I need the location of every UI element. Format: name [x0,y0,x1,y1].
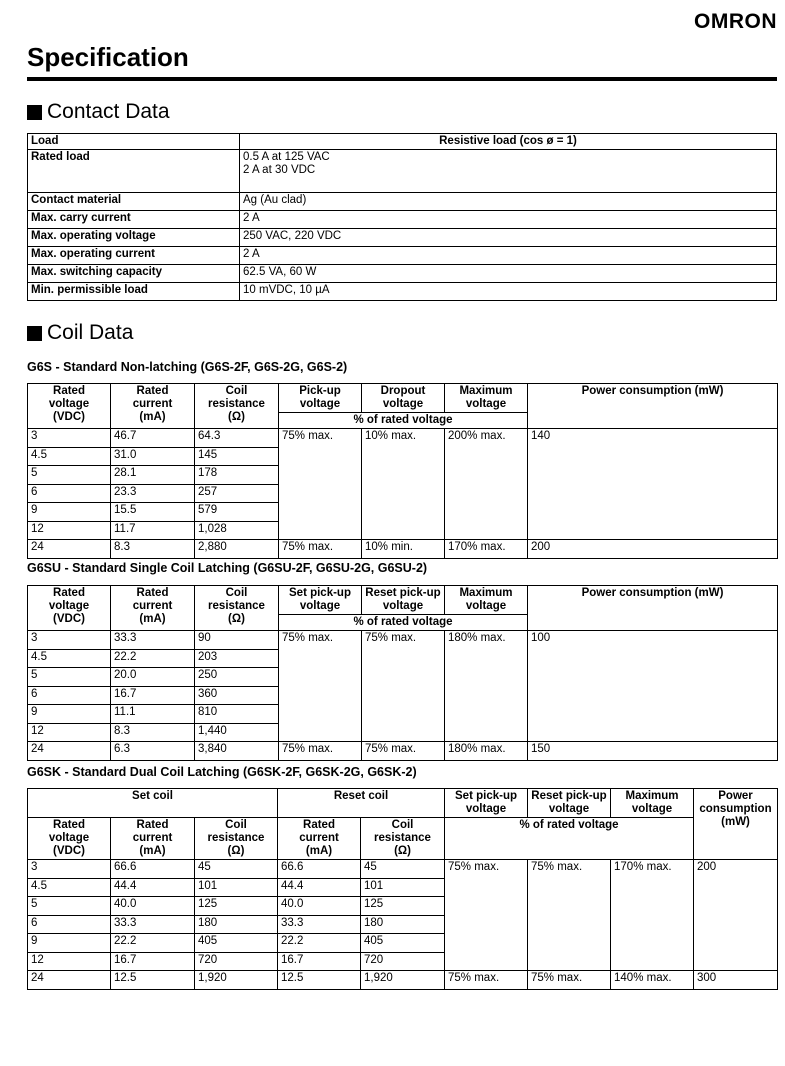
table-cell: 8.3 [111,540,195,559]
table-header-row [28,134,777,150]
column-header: Maximum voltage [611,789,694,818]
merged-cell: 200% max. [445,429,528,540]
table-row [28,265,777,283]
row-value: 62.5 VA, 60 W [240,265,777,283]
merged-cell: 180% max. [445,631,528,742]
table-cell: 180% max. [445,742,528,761]
heading-text: Coil Data [47,321,134,344]
table-cell: 3 [28,631,111,650]
table-cell: 15.5 [111,503,195,522]
table-cell: 405 [195,934,278,953]
column-header: Pick-up voltage [279,384,362,413]
table-cell: 9 [28,934,111,953]
table-row [28,540,778,559]
table-cell: 720 [361,952,445,971]
g6s-title: G6S - Standard Non-latching (G6S-2F, G6S-2G, G6S-2) [27,360,348,374]
column-header: Maximum voltage [445,384,528,413]
table-cell: 125 [361,897,445,916]
table-row [28,429,778,448]
table-cell: 75% max. [279,540,362,559]
table-cell: 10% min. [362,540,445,559]
table-cell: 22.2 [111,649,195,668]
table-cell: 101 [195,878,278,897]
merged-cell: 75% max. [362,631,445,742]
table-cell: 101 [361,878,445,897]
g6sk-title: G6SK - Standard Dual Coil Latching (G6SK-2F, G6SK-2G, G6SK-2) [27,765,417,779]
table-cell: 6 [28,484,111,503]
table-cell: 23.3 [111,484,195,503]
g6s-coil-table [27,383,778,559]
table-cell: 45 [195,860,278,879]
table-cell: 2,880 [195,540,279,559]
table-cell: 579 [195,503,279,522]
table-cell: 16.7 [278,952,361,971]
table-row [28,860,778,879]
table-cell: 11.1 [111,705,195,724]
table-cell: 180 [195,915,278,934]
table-cell: 200 [528,540,778,559]
table-cell: 3,840 [195,742,279,761]
g6su-title: G6SU - Standard Single Coil Latching (G6SU-2F, G6SU-2G, G6SU-2) [27,561,428,575]
table-cell: 4.5 [28,878,111,897]
percent-of-rated-voltage-header: % of rated voltage [279,615,528,631]
table-cell: 3 [28,429,111,448]
table-cell: 24 [28,540,111,559]
table-cell: 8.3 [111,723,195,742]
column-header: Set pick-up voltage [279,586,362,615]
merged-cell: 75% max. [528,860,611,971]
table-row [28,211,777,229]
table-row [28,742,778,761]
table-cell: 20.0 [111,668,195,687]
table-cell: 22.2 [278,934,361,953]
column-header: Reset pick-up voltage [528,789,611,818]
column-header: Power consumption (mW) [528,384,778,429]
g6sk-coil-table [27,788,778,990]
column-subheader: Rated current (mA) [111,818,195,860]
table-row [28,247,777,265]
table-cell: 46.7 [111,429,195,448]
table-cell: 5 [28,668,111,687]
row-label: Rated load [28,150,240,193]
table-cell: 125 [195,897,278,916]
column-subheader: Coil resistance (Ω) [195,818,278,860]
table-cell: 75% max. [362,742,445,761]
table-cell: 5 [28,466,111,485]
column-subheader: Rated current (mA) [278,818,361,860]
table-cell: 40.0 [111,897,195,916]
square-bullet-icon [27,326,42,341]
column-header: Coil resistance (Ω) [195,384,279,429]
merged-cell: 140 [528,429,778,540]
table-cell: 40.0 [278,897,361,916]
table-cell: 1,920 [361,971,445,990]
column-header: Power consumption (mW) [528,586,778,631]
table-row [28,193,777,211]
table-cell: 12 [28,723,111,742]
column-subheader: Coil resistance (Ω) [361,818,445,860]
merged-cell: 75% max. [445,860,528,971]
table-cell: 140% max. [611,971,694,990]
table-row [28,631,778,650]
header-load: Load [28,134,240,150]
table-cell: 360 [195,686,279,705]
column-header: Set pick-up voltage [445,789,528,818]
column-header: Maximum voltage [445,586,528,615]
table-cell: 44.4 [111,878,195,897]
table-cell: 24 [28,971,111,990]
reset-coil-header: Reset coil [278,789,445,818]
page-title: Specification [27,42,189,72]
table-cell: 75% max. [279,742,362,761]
row-label: Max. operating current [28,247,240,265]
row-label: Contact material [28,193,240,211]
square-bullet-icon [27,105,42,120]
column-subheader: Rated voltage (VDC) [28,818,111,860]
table-cell: 31.0 [111,447,195,466]
table-cell: 75% max. [445,971,528,990]
merged-cell: 200 [694,860,778,971]
heading-text: Contact Data [47,100,170,123]
table-cell: 405 [361,934,445,953]
row-value: 2 A [240,247,777,265]
table-cell: 22.2 [111,934,195,953]
table-row [28,150,777,193]
row-value: Ag (Au clad) [240,193,777,211]
table-cell: 9 [28,705,111,724]
row-label: Min. permissible load [28,283,240,301]
table-cell: 9 [28,503,111,522]
percent-of-rated-voltage-header: % of rated voltage [445,818,694,860]
table-cell: 4.5 [28,447,111,466]
row-value: 250 VAC, 220 VDC [240,229,777,247]
contact-data-heading [27,100,170,124]
table-cell: 66.6 [278,860,361,879]
merged-cell: 75% max. [279,631,362,742]
table-row [28,818,778,860]
row-label: Max. switching capacity [28,265,240,283]
column-header: Rated current (mA) [111,384,195,429]
merged-cell: 170% max. [611,860,694,971]
table-cell: 720 [195,952,278,971]
header-resistive-load: Resistive load (cos ø = 1) [240,134,777,150]
percent-of-rated-voltage-header: % of rated voltage [279,413,528,429]
table-cell: 12 [28,521,111,540]
title-rule [27,77,777,81]
table-cell: 16.7 [111,686,195,705]
table-cell: 300 [694,971,778,990]
table-row [28,384,778,413]
table-cell: 12.5 [111,971,195,990]
table-cell: 1,028 [195,521,279,540]
column-header: Rated voltage (VDC) [28,384,111,429]
set-coil-header: Set coil [28,789,278,818]
table-cell: 66.6 [111,860,195,879]
row-label: Max. operating voltage [28,229,240,247]
table-cell: 170% max. [445,540,528,559]
merged-cell: 100 [528,631,778,742]
table-row [28,586,778,615]
table-cell: 33.3 [111,915,195,934]
table-cell: 75% max. [528,971,611,990]
row-value: 0.5 A at 125 VAC 2 A at 30 VDC [240,150,777,193]
table-cell: 257 [195,484,279,503]
column-header: Rated voltage (VDC) [28,586,111,631]
column-header: Rated current (mA) [111,586,195,631]
table-cell: 12.5 [278,971,361,990]
table-cell: 28.1 [111,466,195,485]
g6su-coil-table [27,585,778,761]
table-cell: 4.5 [28,649,111,668]
table-cell: 3 [28,860,111,879]
table-cell: 64.3 [195,429,279,448]
table-cell: 250 [195,668,279,687]
column-header: Power consumption (mW) [694,789,778,860]
table-cell: 44.4 [278,878,361,897]
table-cell: 203 [195,649,279,668]
table-cell: 6 [28,686,111,705]
merged-cell: 10% max. [362,429,445,540]
table-cell: 145 [195,447,279,466]
table-cell: 33.3 [278,915,361,934]
table-cell: 33.3 [111,631,195,650]
column-header: Coil resistance (Ω) [195,586,279,631]
row-value: 2 A [240,211,777,229]
table-row [28,789,778,818]
table-cell: 5 [28,897,111,916]
table-cell: 90 [195,631,279,650]
table-cell: 1,920 [195,971,278,990]
column-header: Reset pick-up voltage [362,586,445,615]
table-cell: 24 [28,742,111,761]
table-cell: 6 [28,915,111,934]
table-cell: 178 [195,466,279,485]
table-cell: 1,440 [195,723,279,742]
table-cell: 810 [195,705,279,724]
table-cell: 11.7 [111,521,195,540]
contact-data-table [27,133,777,301]
table-row [28,971,778,990]
row-value: 10 mVDC, 10 µA [240,283,777,301]
table-cell: 16.7 [111,952,195,971]
table-cell: 45 [361,860,445,879]
column-header: Dropout voltage [362,384,445,413]
merged-cell: 75% max. [279,429,362,540]
table-row [28,229,777,247]
coil-data-heading [27,321,133,345]
table-cell: 180 [361,915,445,934]
table-cell: 6.3 [111,742,195,761]
table-row [28,283,777,301]
row-label: Max. carry current [28,211,240,229]
table-cell: 12 [28,952,111,971]
table-cell: 150 [528,742,778,761]
omron-logo: OMRON [694,10,777,33]
